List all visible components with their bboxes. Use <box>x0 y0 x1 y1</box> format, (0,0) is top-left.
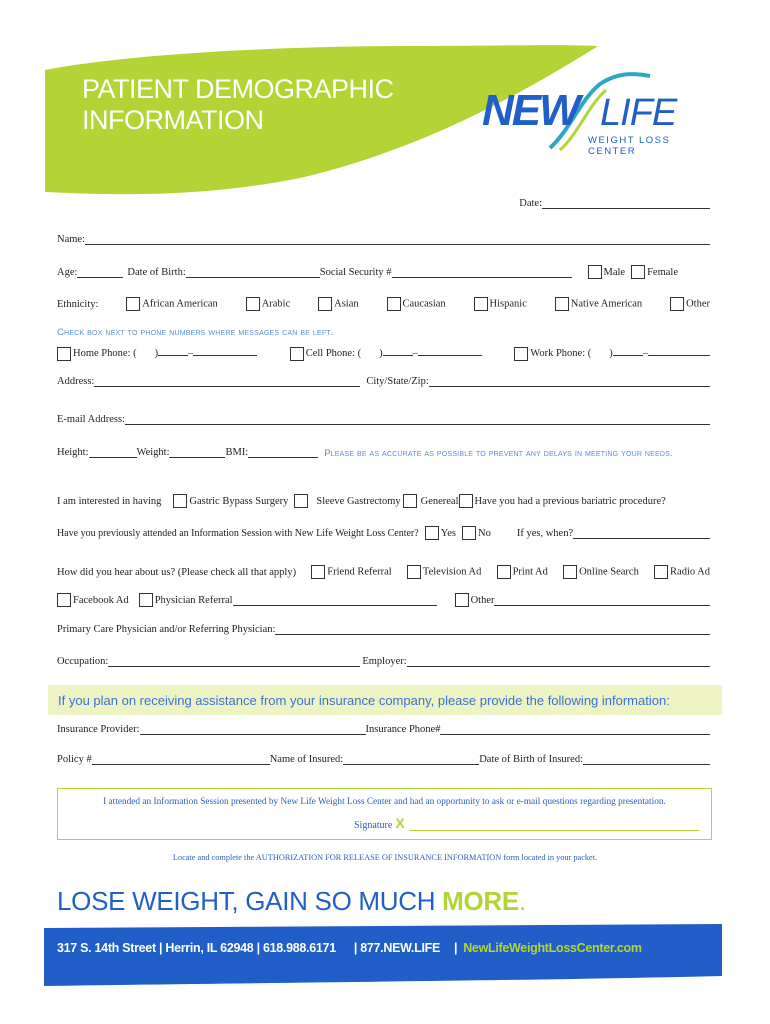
logo <box>480 70 720 160</box>
bmi-field[interactable] <box>248 447 318 458</box>
employer-label: Employer: <box>362 656 407 667</box>
male-checkbox[interactable] <box>588 265 602 279</box>
cell-phone-area[interactable] <box>361 346 379 356</box>
page-title: PATIENT DEMOGRAPHIC INFORMATION <box>82 74 394 135</box>
slogan-more: MORE <box>442 886 519 916</box>
male-label: Male <box>603 266 626 278</box>
sleeve-label: Sleeve Gastrectomy <box>316 495 401 507</box>
ethnicity-checkbox[interactable] <box>555 297 569 311</box>
age-label: Age: <box>57 266 78 278</box>
weight-label: Weight: <box>136 447 170 458</box>
radio-ad-label: Radio Ad <box>670 566 710 578</box>
name-field[interactable] <box>85 234 710 245</box>
height-label: Height: <box>57 447 89 458</box>
signature-label: Signature <box>354 820 393 831</box>
dob-insured-label: Date of Birth of Insured: <box>479 754 584 765</box>
tv-ad-label: Television Ad <box>422 566 482 578</box>
cell-phone-number[interactable] <box>418 345 482 356</box>
cell-phone-checkbox[interactable] <box>290 347 304 361</box>
accuracy-note: Please be as accurate as possible to prevent any delays in meeting your needs. <box>324 447 673 458</box>
signature-field[interactable] <box>409 820 699 831</box>
ethnicity-checkbox[interactable] <box>387 297 401 311</box>
female-checkbox[interactable] <box>631 265 645 279</box>
occupation-label: Occupation: <box>57 656 109 667</box>
age-field[interactable] <box>77 267 123 278</box>
name-label: Name: <box>57 234 85 245</box>
logo-new: NEW <box>482 86 579 135</box>
online-search-checkbox[interactable] <box>563 565 577 579</box>
physician-referral-field[interactable] <box>233 595 437 606</box>
print-ad-checkbox[interactable] <box>497 565 511 579</box>
home-phone-prefix[interactable] <box>158 345 188 356</box>
radio-ad-checkbox[interactable] <box>654 565 668 579</box>
attestation-text: I attended an Information Session presented by New Life Weight Loss Center and had an opportunity to ask or e-mail questions regarding presentation. <box>103 797 666 807</box>
friend-referral-label: Friend Referral <box>327 566 392 578</box>
yes-checkbox[interactable] <box>425 526 439 540</box>
name-insured-field[interactable] <box>343 754 479 765</box>
ethnicity-option: Hispanic <box>489 298 527 310</box>
dob-insured-field[interactable] <box>583 754 710 765</box>
ethnicity-option: Asian <box>334 298 359 310</box>
date-field[interactable] <box>542 198 710 209</box>
ins-phone-label: Insurance Phone# <box>365 724 441 735</box>
slogan-main: LOSE WEIGHT, GAIN SO MUCH <box>57 886 443 916</box>
dob-field[interactable] <box>186 267 320 278</box>
city-field[interactable] <box>429 376 710 387</box>
policy-field[interactable] <box>92 754 270 765</box>
ssn-label: Social Security # <box>319 266 392 278</box>
email-field[interactable] <box>125 414 710 425</box>
general-checkbox[interactable] <box>403 494 417 508</box>
work-phone-label: Work Phone: ( <box>530 348 592 359</box>
facebook-ad-label: Facebook Ad <box>73 594 129 606</box>
weight-field[interactable] <box>169 447 225 458</box>
footer-address: 317 S. 14th Street | Herrin, IL 62948 | 618.988.6171 <box>57 941 336 955</box>
how-heard-label: How did you hear about us? (Please check all that apply) <box>57 566 297 578</box>
ins-phone-field[interactable] <box>440 724 710 735</box>
general-label: Genereal <box>420 495 459 507</box>
physician-referral-label: Physician Referral <box>154 594 233 606</box>
tv-ad-checkbox[interactable] <box>407 565 421 579</box>
address-field[interactable] <box>94 376 360 387</box>
insurance-banner-text: If you plan on receiving assistance from your insurance company, please provide the following information: <box>58 692 670 708</box>
attestation-box <box>57 788 712 840</box>
prev-procedure-label: Have you had a previous bariatric procedure? <box>474 495 666 507</box>
paren: ) <box>154 348 159 359</box>
physician-referral-checkbox[interactable] <box>139 593 153 607</box>
dash: – <box>412 348 418 359</box>
friend-referral-checkbox[interactable] <box>311 565 325 579</box>
pcp-field[interactable] <box>275 624 710 635</box>
occupation-field[interactable] <box>108 656 360 667</box>
yes-label: Yes <box>440 527 456 539</box>
cell-phone-prefix[interactable] <box>383 345 413 356</box>
paren: ) <box>609 348 613 359</box>
if-yes-label: If yes, when? <box>516 527 574 539</box>
ins-provider-field[interactable] <box>140 724 366 735</box>
date-label: Date: <box>519 198 542 209</box>
gastric-bypass-checkbox[interactable] <box>173 494 187 508</box>
slogan-dot: . <box>518 886 526 916</box>
slogan <box>57 886 526 917</box>
home-phone-label: Home Phone: ( <box>73 348 137 359</box>
city-label: City/State/Zip: <box>366 376 429 387</box>
ethnicity-checkbox[interactable] <box>126 297 140 311</box>
prev-procedure-checkbox[interactable] <box>459 494 473 508</box>
online-search-label: Online Search <box>579 566 639 578</box>
ethnicity-option: African American <box>142 298 218 310</box>
ethnicity-option: Caucasian <box>402 298 446 310</box>
if-yes-field[interactable] <box>573 528 710 539</box>
other-source-field[interactable] <box>494 595 710 606</box>
name-insured-label: Name of Insured: <box>269 754 344 765</box>
home-phone-area[interactable] <box>137 346 155 356</box>
sleeve-checkbox[interactable] <box>294 494 308 508</box>
ethnicity-option: Other <box>686 298 710 310</box>
other-source-label: Other <box>470 594 495 606</box>
address-label: Address: <box>57 376 95 387</box>
height-field[interactable] <box>89 447 137 458</box>
home-phone-checkbox[interactable] <box>57 347 71 361</box>
interest-label: I am interested in having <box>57 495 162 507</box>
ethnicity-label: Ethnicity: <box>57 298 99 310</box>
phone-note: Check box next to phone numbers where messages can be left. <box>57 327 334 338</box>
info-session-question: Have you previously attended an Information Session with New Life Weight Loss Center? <box>57 527 419 539</box>
no-checkbox[interactable] <box>462 526 476 540</box>
pcp-label: Primary Care Physician and/or Referring Physician: <box>57 624 276 635</box>
other-source-checkbox[interactable] <box>455 593 469 607</box>
work-phone-number[interactable] <box>648 345 710 356</box>
footer-sep: | <box>454 941 458 955</box>
work-phone-checkbox[interactable] <box>514 347 528 361</box>
signature-x: X <box>395 815 405 831</box>
ins-provider-label: Insurance Provider: <box>57 724 140 735</box>
footer-band <box>0 920 770 990</box>
paren: ) <box>379 348 383 359</box>
work-phone-prefix[interactable] <box>613 345 643 356</box>
footer-contact <box>57 941 642 955</box>
bmi-label: BMI: <box>225 447 249 458</box>
ethnicity-checkbox[interactable] <box>474 297 488 311</box>
footer-phone: | 877.NEW.LIFE <box>353 941 440 955</box>
insurance-banner <box>48 685 722 715</box>
print-ad-label: Print Ad <box>512 566 548 578</box>
gastric-bypass-label: Gastric Bypass Surgery <box>189 495 289 507</box>
work-phone-area[interactable] <box>591 346 609 356</box>
policy-label: Policy # <box>57 754 92 765</box>
home-phone-number[interactable] <box>193 345 257 356</box>
footer-website[interactable]: NewLifeWeightLossCenter.com <box>463 941 642 955</box>
ethnicity-checkbox[interactable] <box>318 297 332 311</box>
facebook-ad-checkbox[interactable] <box>57 593 71 607</box>
email-label: E-mail Address: <box>57 414 125 425</box>
ssn-field[interactable] <box>392 267 572 278</box>
ethnicity-checkbox[interactable] <box>670 297 684 311</box>
ethnicity-option: Arabic <box>261 298 291 310</box>
dash: – <box>642 348 648 359</box>
dash: – <box>188 348 194 359</box>
employer-field[interactable] <box>407 656 710 667</box>
logo-subtitle: WEIGHT LOSS CENTER <box>588 135 671 157</box>
cell-phone-label: Cell Phone: ( <box>305 348 362 359</box>
no-label: No <box>478 527 491 539</box>
female-label: Female <box>647 266 678 278</box>
ethnicity-option: Native American <box>570 298 643 310</box>
logo-life: LIFE <box>600 92 677 134</box>
ethnicity-checkbox[interactable] <box>246 297 260 311</box>
dob-label: Date of Birth: <box>127 266 186 278</box>
locate-note: Locate and complete the AUTHORIZATION FOR RELEASE OF INSURANCE INFORMATION form located in your packet. <box>172 853 598 862</box>
